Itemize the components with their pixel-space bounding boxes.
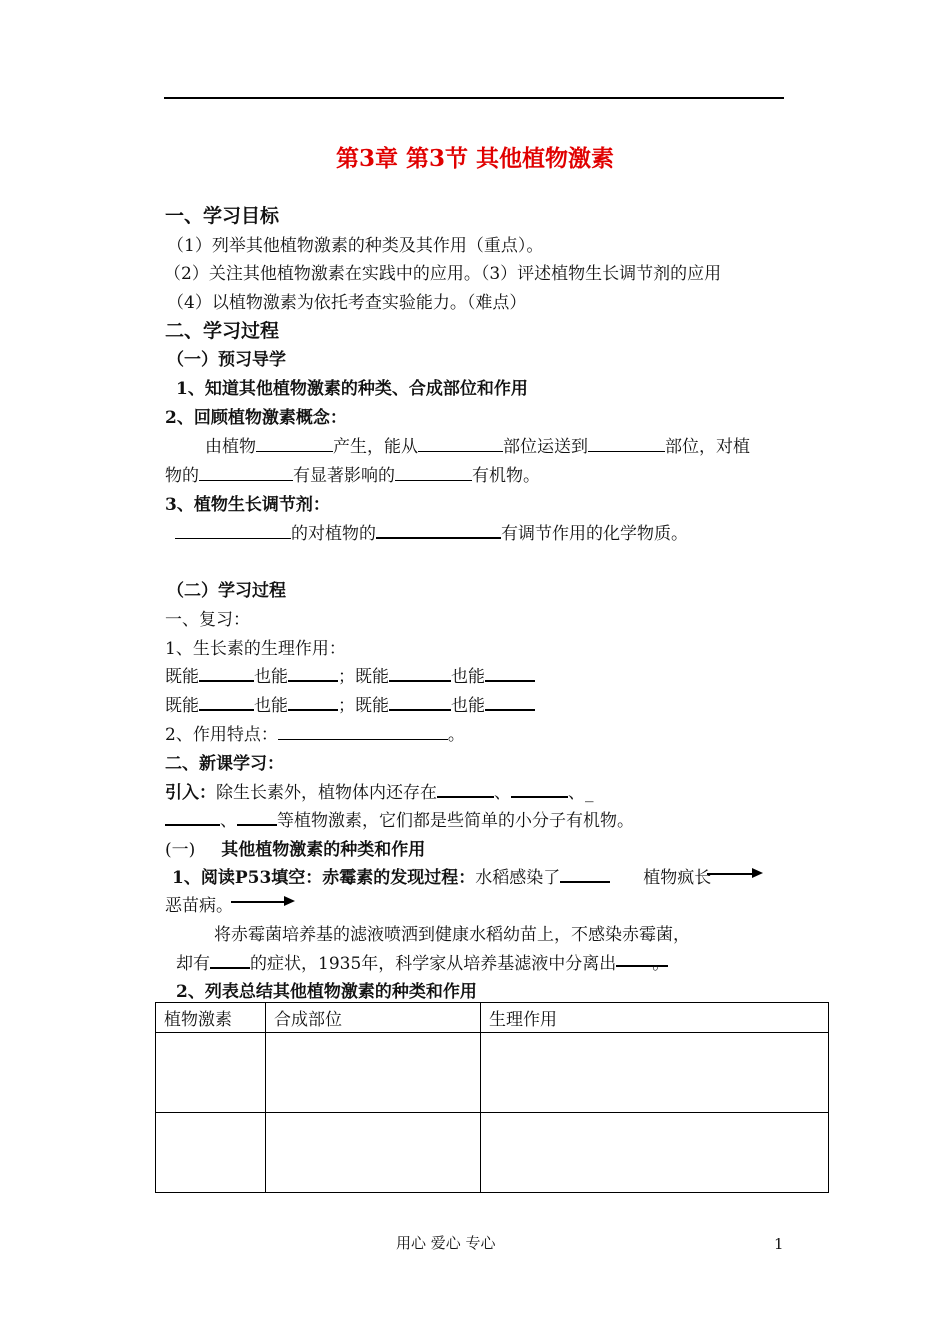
fill-blank[interactable] xyxy=(376,521,501,539)
text: 部位运送到 xyxy=(503,437,588,457)
text: 。 xyxy=(447,725,465,745)
question-3: 3、植物生长调节剂： xyxy=(165,495,330,515)
fill-blank[interactable] xyxy=(389,693,451,711)
text: 部位，对植 xyxy=(665,437,750,457)
page-number: 1 xyxy=(774,1235,784,1253)
objective-1: （1）列举其他植物激素的种类及其作用（重点）。 xyxy=(167,236,544,256)
table-cell[interactable] xyxy=(481,1113,829,1193)
review-item-2 xyxy=(165,720,465,745)
review-item-1: 1、生长素的生理作用： xyxy=(165,639,346,659)
new-lesson-heading: 二、新课学习： xyxy=(165,754,284,774)
function-row-2 xyxy=(165,691,535,716)
table-cell[interactable] xyxy=(266,1113,481,1193)
page-title: 第3章 第3节 其他植物激素 xyxy=(335,145,615,172)
text: 2、作用特点： xyxy=(165,725,278,745)
text: 植物疯长 xyxy=(643,868,712,888)
text: ；既能 xyxy=(338,667,389,687)
text: 也能 xyxy=(254,696,288,716)
learning-process-heading: （二）学习过程 xyxy=(167,581,286,601)
text: 有调节作用的化学物质。 xyxy=(501,524,688,544)
fill-blank[interactable] xyxy=(560,865,610,883)
text: 、 xyxy=(568,783,585,803)
group-1-heading xyxy=(165,835,425,860)
review-heading: 一、复习： xyxy=(165,610,250,630)
text: 由植物 xyxy=(205,437,256,457)
fill-blank[interactable] xyxy=(199,693,254,711)
fill-blank[interactable] xyxy=(288,664,338,682)
table-cell[interactable] xyxy=(266,1033,481,1113)
text: 。 xyxy=(652,954,670,974)
fill-blank[interactable] xyxy=(485,693,535,711)
footer-text: 用心 爱心 专心 xyxy=(396,1234,496,1252)
table-cell[interactable] xyxy=(156,1113,266,1193)
table-header-row xyxy=(156,1003,829,1033)
text: 物的 xyxy=(165,466,199,486)
concept-line-2 xyxy=(165,461,540,486)
text: 既能 xyxy=(165,667,199,687)
text: 的症状，1935年，科学家从培养基滤液中分离出 xyxy=(250,954,617,974)
objective-2: （2）关注其他植物激素在实践中的应用。（3）评述植物生长调节剂的应用 xyxy=(164,264,722,284)
table-row xyxy=(156,1113,829,1193)
fill-blank[interactable] xyxy=(210,951,250,969)
regulator-line xyxy=(175,519,688,544)
text: 除生长素外，植物体内还存在 xyxy=(216,783,437,803)
intro-line-1 xyxy=(165,778,594,803)
arrow-head-icon xyxy=(752,868,763,878)
text: 水稻感染了 xyxy=(475,868,561,888)
text: 、 xyxy=(494,783,511,803)
intro-line-2 xyxy=(165,806,634,831)
group-number: (一) xyxy=(165,840,196,860)
fill-blank[interactable] xyxy=(288,693,338,711)
text: 也能 xyxy=(451,696,485,716)
table-row xyxy=(156,1033,829,1113)
header-cell: 合成部位 xyxy=(266,1003,481,1033)
table-cell[interactable] xyxy=(481,1033,829,1113)
text: 、 xyxy=(220,811,237,831)
fill-blank[interactable] xyxy=(165,808,220,826)
section-objectives-heading: 一、学习目标 xyxy=(165,205,280,227)
text: 产生，能从 xyxy=(333,437,418,457)
fill-blank[interactable] xyxy=(616,949,670,974)
question-1: 1、知道其他植物激素的种类、合成部位和作用 xyxy=(176,379,528,399)
text: 却有 xyxy=(176,954,210,974)
text: 也能 xyxy=(451,667,485,687)
experiment-line-2 xyxy=(176,949,668,974)
text: 有显著影响的 xyxy=(293,466,395,486)
header-rule xyxy=(164,97,784,99)
fill-blank[interactable] xyxy=(175,522,291,539)
text: 的对植物的 xyxy=(291,524,376,544)
fill-blank[interactable] xyxy=(389,664,451,682)
table-cell[interactable] xyxy=(156,1033,266,1113)
arrow-head-icon xyxy=(284,896,295,906)
fill-blank[interactable] xyxy=(256,435,333,452)
text: ；既能 xyxy=(338,696,389,716)
text: 也能 xyxy=(254,667,288,687)
fill-blank[interactable] xyxy=(485,664,535,682)
concept-line-1 xyxy=(205,432,750,457)
fill-blank[interactable] xyxy=(237,808,277,826)
reading-label: 1、阅读P53填空：赤霉素的发现过程： xyxy=(172,868,476,888)
fill-blank[interactable] xyxy=(588,435,665,452)
section-process-heading: 二、学习过程 xyxy=(165,320,280,342)
fill-blank[interactable] xyxy=(199,464,293,481)
preview-heading: （一）预习导学 xyxy=(167,350,286,370)
text: 其他植物激素的种类和作用 xyxy=(221,840,426,860)
fill-blank[interactable] xyxy=(199,664,254,682)
fill-blank[interactable] xyxy=(511,780,568,798)
intro-label: 引入： xyxy=(165,783,216,803)
text: _ xyxy=(585,783,594,803)
hormone-summary-table xyxy=(155,1002,829,1193)
reading-line-2: 恶苗病。 xyxy=(165,896,233,916)
fill-blank[interactable] xyxy=(395,464,472,481)
header-cell: 生理作用 xyxy=(481,1003,829,1033)
reading-line xyxy=(172,863,711,888)
question-2: 2、回顾植物激素概念： xyxy=(165,408,347,428)
arrow-line xyxy=(707,873,753,875)
list-summary-heading: 2、列表总结其他植物激素的种类和作用 xyxy=(176,982,477,1002)
text: 有机物。 xyxy=(472,466,540,486)
objective-3: （4）以植物激素为依托考查实验能力。（难点） xyxy=(167,293,527,313)
function-row-1 xyxy=(165,662,535,687)
experiment-line-1: 将赤霉菌培养基的滤液喷洒到健康水稻幼苗上，不感染赤霉菌， xyxy=(214,925,690,945)
fill-blank[interactable] xyxy=(418,435,503,452)
text: 既能 xyxy=(165,696,199,716)
fill-blank[interactable] xyxy=(278,723,448,740)
text: 等植物激素，它们都是些简单的小分子有机物。 xyxy=(277,811,634,831)
header-cell: 植物激素 xyxy=(156,1003,266,1033)
fill-blank[interactable] xyxy=(437,780,494,798)
arrow-line xyxy=(231,901,285,903)
